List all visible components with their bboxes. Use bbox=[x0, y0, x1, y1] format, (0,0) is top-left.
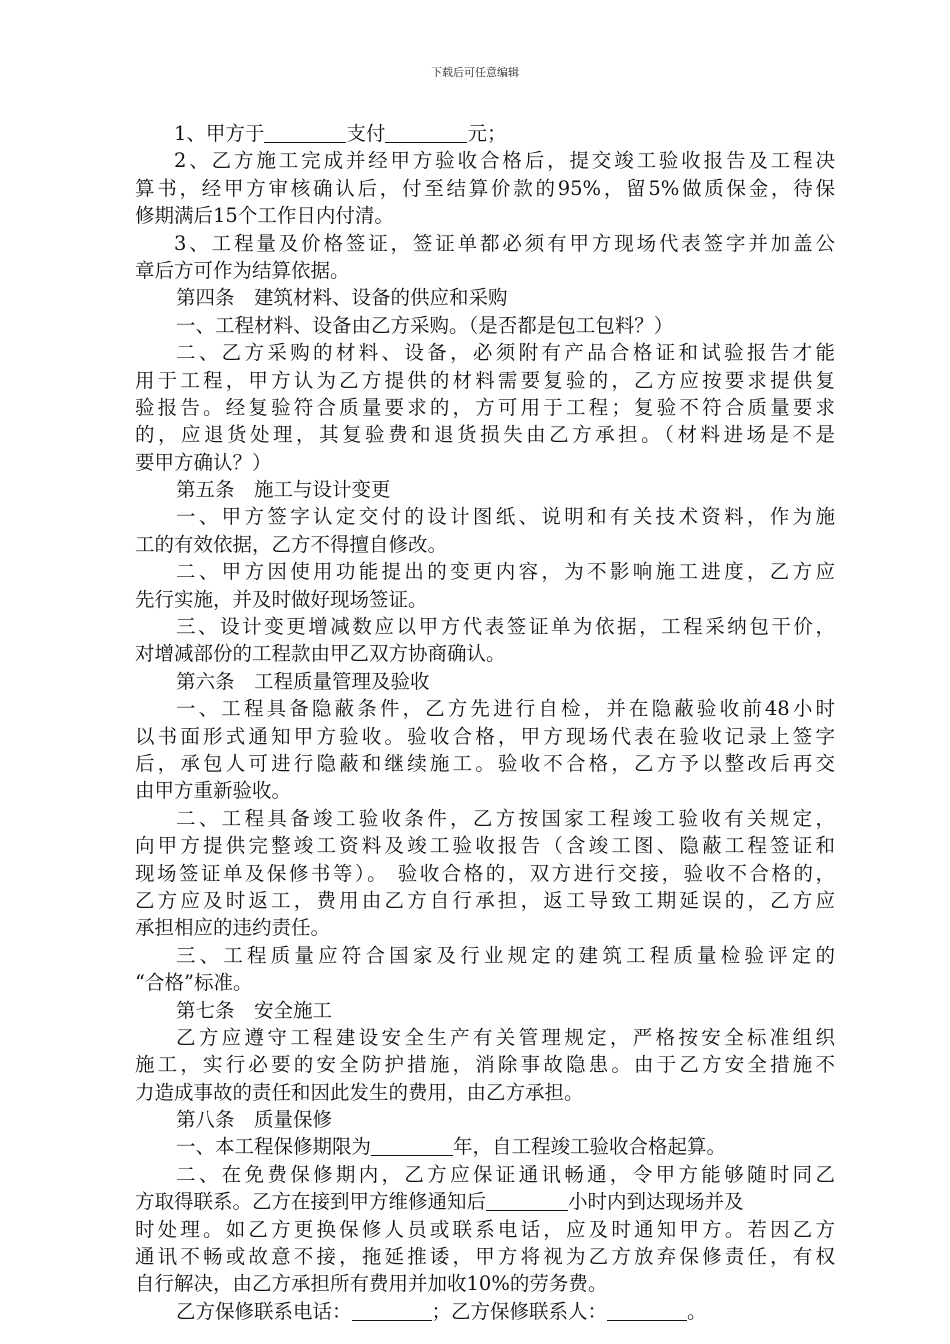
text-line: 一、甲方签字认定交付的设计图纸、说明和有关技术资料，作为施 bbox=[176, 505, 835, 529]
contract-body bbox=[135, 120, 835, 1325]
text: 支付 bbox=[346, 122, 386, 145]
text-line: 力造成事故的责任和因此发生的费用，由乙方承担。 bbox=[135, 1080, 584, 1104]
text-line: 3、工程量及价格签证，签证单都必须有甲方现场代表签字并加盖公 bbox=[174, 231, 835, 255]
text: 。 bbox=[687, 1299, 707, 1323]
text-line: 三、设计变更增减数应以甲方代表签证单为依据，工程采纳包干价， bbox=[176, 615, 835, 639]
text-line: 二、工程具备竣工验收条件，乙方按国家工程竣工验收有关规定， bbox=[176, 806, 835, 830]
text-line: 后，承包人可进行隐蔽和继续施工。验收不合格，乙方予以整改后再交 bbox=[135, 751, 835, 775]
section-heading: 第六条 工程质量管理及验收 bbox=[176, 669, 430, 693]
text-line: 以书面形式通知甲方验收。验收合格，甲方现场代表在验收记录上签字 bbox=[135, 724, 835, 748]
text: 元； bbox=[467, 122, 507, 145]
section-heading: 第四条 建筑材料、设备的供应和采购 bbox=[176, 286, 508, 310]
date-blank bbox=[264, 123, 346, 143]
text-line: 要甲方确认？） bbox=[135, 450, 272, 474]
amount-blank bbox=[385, 123, 467, 143]
response-time-line bbox=[135, 1188, 835, 1215]
page-header: 下载后可任意编辑 bbox=[431, 66, 519, 79]
section-heading: 第八条 质量保修 bbox=[176, 1108, 333, 1132]
text-line: 修期满后15个工作日内付清。 bbox=[135, 204, 394, 228]
text-line: 算书，经甲方审核确认后，付至结算价款的95%，留5%做质保金，待保 bbox=[135, 176, 835, 200]
text-line: “合格”标准。 bbox=[135, 971, 253, 995]
contact-person-blank bbox=[607, 1301, 687, 1321]
text-line: 乙方应及时返工，费用由乙方自行承担，返工导致工期延误的，乙方应 bbox=[135, 888, 835, 912]
text-line: 二、甲方因使用功能提出的变更内容，为不影响施工进度，乙方应 bbox=[176, 560, 835, 584]
text-line: 先行实施，并及时做好现场签证。 bbox=[135, 587, 428, 611]
section-heading: 第五条 施工与设计变更 bbox=[176, 478, 391, 502]
warranty-years-blank bbox=[371, 1136, 453, 1156]
text: ；乙方保修联系人： bbox=[431, 1299, 608, 1323]
text: 一、本工程保修期限为 bbox=[176, 1135, 372, 1159]
text-line: 二、乙方采购的材料、设备，必须附有产品合格证和试验报告才能 bbox=[176, 341, 835, 365]
text-line: 工的有效依据，乙方不得擅自修改。 bbox=[135, 532, 448, 556]
text-line: 自行解决，由乙方承担所有费用并加收10%的劳务费。 bbox=[135, 1272, 608, 1296]
text-line: 验报告。经复验符合质量要求的，方可用于工程；复验不符合质量要求 bbox=[135, 395, 835, 419]
text-line: 的，应退货处理，其复验费和退货损失由乙方承担。（材料进场是不是 bbox=[135, 423, 835, 447]
text-line: 通讯不畅或故意不接，拖延推诿，甲方将视为乙方放弃保修责任，有权 bbox=[135, 1245, 835, 1269]
text-line: 二、在免费保修期内，乙方应保证通讯畅通，令甲方能够随时同乙 bbox=[176, 1162, 835, 1186]
text-line: 一、工程材料、设备由乙方采购。（是否都是包工包料？） bbox=[176, 313, 674, 337]
text-line: 三、工程质量应符合国家及行业规定的建筑工程质量检验评定的 bbox=[176, 943, 835, 967]
text: 1、甲方于 bbox=[174, 122, 265, 145]
payment-clause-1 bbox=[135, 120, 835, 147]
text: 方取得联系。乙方在接到甲方维修通知后 bbox=[135, 1190, 487, 1214]
text-line: 由甲方重新验收。 bbox=[135, 779, 292, 803]
text: 乙方保修联系电话： bbox=[176, 1299, 352, 1323]
text-line: 向甲方提供完整竣工资料及竣工验收报告（含竣工图、隐蔽工程签证和 bbox=[135, 834, 835, 858]
text-line: 章后方可作为结算依据。 bbox=[135, 258, 350, 282]
text-line: 一、工程具备隐蔽条件，乙方先进行自检，并在隐蔽验收前48小时 bbox=[176, 697, 835, 721]
text-line: 用于工程，甲方认为乙方提供的材料需要复验的，乙方应按要求提供复 bbox=[135, 368, 835, 392]
text: 小时内到达现场并及 bbox=[568, 1190, 744, 1214]
text-line: 2、乙方施工完成并经甲方验收合格后，提交竣工验收报告及工程决 bbox=[174, 149, 835, 173]
text-line: 对增减部份的工程款由甲乙双方协商确认。 bbox=[135, 642, 506, 666]
text-line: 时处理。如乙方更换保修人员或联系电话，应及时通知甲方。若因乙方 bbox=[135, 1217, 835, 1241]
text-line: 现场签证单及保修书等）。 验收合格的，双方进行交接，验收不合格的， bbox=[135, 861, 835, 885]
contact-line bbox=[135, 1298, 835, 1325]
response-hours-blank bbox=[486, 1191, 568, 1211]
text-line: 乙方应遵守工程建设安全生产有关管理规定，严格按安全标准组织 bbox=[176, 1025, 835, 1049]
phone-blank bbox=[352, 1301, 432, 1321]
section-heading: 第七条 安全施工 bbox=[176, 998, 333, 1022]
text-line: 施工，实行必要的安全防护措施，消除事故隐患。由于乙方安全措施不 bbox=[135, 1053, 835, 1077]
text-line: 承担相应的违约责任。 bbox=[135, 916, 331, 940]
warranty-period-line bbox=[135, 1133, 835, 1160]
text: 年，自工程竣工验收合格起算。 bbox=[453, 1135, 727, 1159]
